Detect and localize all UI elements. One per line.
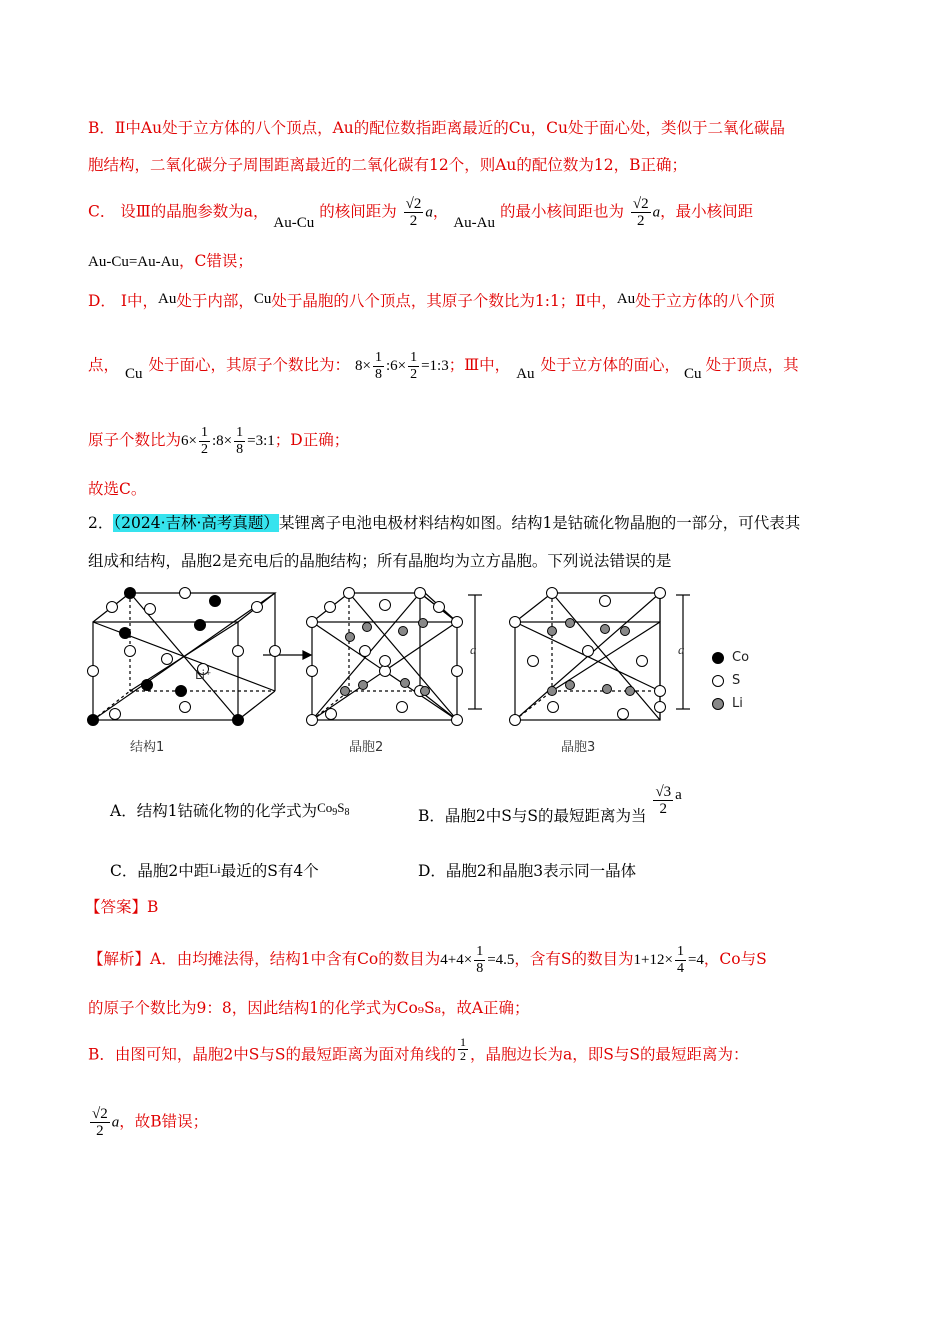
option-c-explanation-line1: C． 设Ⅲ的晶胞参数为a， Au-Cu 的核间距为 $\frac{√2}{2}$ a， Au-Au 的最小核间距也为 $\frac{√2}{2}$ a，最小核间距 [88,196,754,231]
option-d: D．晶胞2和晶胞3表示同一晶体 [418,862,637,880]
au-au-formula: Au-Au [453,214,495,231]
option-d-explanation-line2: 点， Cu 处于面心，其原子个数比为： 8× $\frac{1}{8}$ :6× $\frac{1}{2}$ =1:3；Ⅲ中， Au 处于立方体的面心， Cu 处于顶点，其 [88,350,799,382]
co-count-expression: 4+4× $\frac{1}{8}$ =4.5 [440,944,515,976]
explanation-a-line2: 的原子个数比为9：8，因此结构1的化学式为Co₉S₈，故A正确； [88,999,530,1017]
cell-2-atoms [307,588,463,726]
option-a: A．结构1钴硫化物的化学式为$^{Co_9S_8}$ [110,800,350,820]
option-d-explanation-line3: 原子个数比为6× $\frac{1}{2}$ :8× $\frac{1}{8}$ =3:1；D正确； [88,425,350,457]
co-atom-icon [712,652,724,664]
question-2-line2: 组成和结构，晶胞2是充电后的晶胞结构；所有晶胞均为立方晶胞。下列说法错误的是 [88,552,672,570]
cell-2-edge-label: a [470,642,477,657]
option-c: C．晶胞2中距Li最近的S有4个 [110,861,319,880]
explanation-b-line2: $\frac{√2}{2}$ a，故B错误； [92,1106,209,1139]
question-source-tag: （2024·吉林·高考真题） [113,514,279,532]
s-atom-icon [712,675,724,687]
sqrt3-over-2-fraction: $\frac{√3}{2}$ [655,784,672,817]
answer: 【答案】B [85,898,159,916]
structure-1-caption: 结构1 [130,740,165,755]
question-2-line1: 2．（2024·吉林·高考真题）某锂离子电池电极材料结构如图。结构1是钴硫化物晶胞的一部分，可代表其 [88,514,801,532]
li-atom-icon [712,698,724,710]
cell-3-caption: 晶胞3 [561,740,596,755]
ratio-expression-iii: 6× $\frac{1}{2}$ :8× $\frac{1}{8}$ =3:1 [181,425,275,457]
sqrt2-over-2-fraction: $\frac{√2}{2}$ [632,196,649,229]
sqrt2-over-2-fraction: $\frac{√2}{2}$ [405,196,422,229]
explanation-b-line1: B．由图可知，晶胞2中S与S的最短距离为面对角线的 $\frac{1}{2}$ ，晶胞边长为a，即S与S的最短距离为： [88,1035,749,1064]
cell-2-caption: 晶胞2 [349,740,384,755]
half-fraction: $\frac{1}{2}$ [460,1035,466,1063]
li-ion-arrow-label: Li⁺ [195,668,212,682]
legend-co: Co [712,650,749,665]
option-b-explanation-line1: B．Ⅱ中Au处于立方体的八个顶点，Au的配位数指距离最近的Cu，Cu处于面心处，类似于二氧化碳晶 [88,119,785,137]
sqrt2-over-2-fraction: $\frac{√2}{2}$ [92,1106,108,1139]
explanation-a-line1: 【解析】A．由均摊法得，结构1中含有Co的数目为4+4× $\frac{1}{8}$ =4.5，含有S的数目为1+12× $\frac{1}{4}$ =4，Co与S [88,944,767,976]
cell-3-edge-label: a [678,642,685,657]
legend-s: S [712,673,740,688]
co9s8-formula: Co9S8 [317,800,350,818]
ratio-expression-ii: 8× $\frac{1}{8}$ :6× $\frac{1}{2}$ =1:3 [354,350,449,382]
option-b-explanation-line2: 胞结构，二氧化碳分子周围距离最近的二氧化碳有12个，则Au的配位数为12，B正确； [88,156,688,174]
option-b: B．晶胞2中S与S的最短距离为当 $\frac{√3}{2}$ a [418,784,682,825]
structure-1-cube [93,593,275,720]
legend-li: Li [712,696,743,711]
conclusion: 故选C。 [88,480,147,498]
option-c-explanation-line2: Au-Cu=Au-Au，C错误； [88,252,253,270]
s-count-expression: 1+12× $\frac{1}{4}$ =4 [633,944,704,976]
au-cu-equals-au-au: Au-Cu=Au-Au [88,254,179,270]
option-d-explanation-line1: D． I中，Au处于内部，Cu处于晶胞的八个顶点，其原子个数比为1:1；Ⅱ中，Au处于立方体的八个顶 [88,291,775,310]
au-cu-formula: Au-Cu [273,214,315,231]
